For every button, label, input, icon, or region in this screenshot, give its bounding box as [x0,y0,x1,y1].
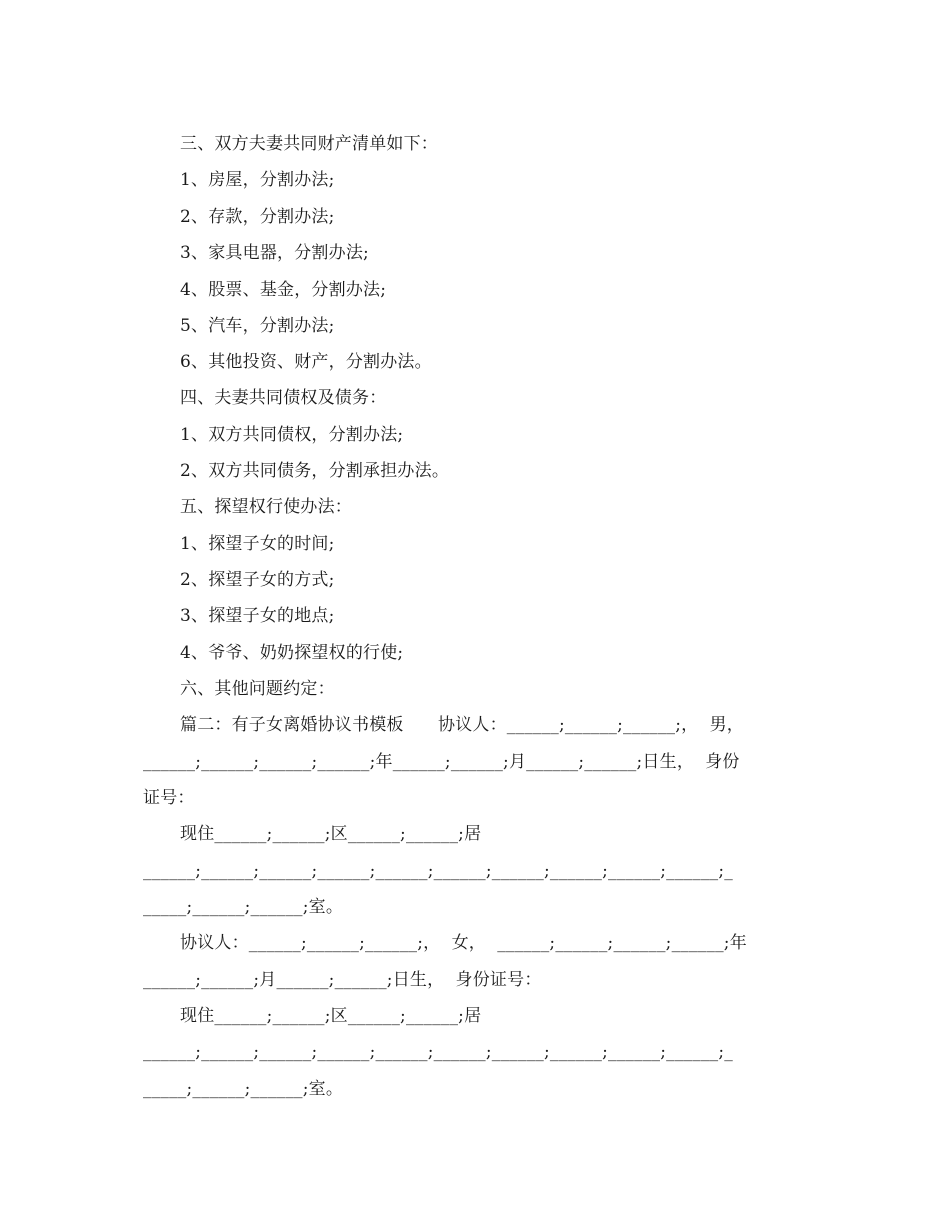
body-line: _____;______;______;室。 [143,897,344,917]
list-item: 3、家具电器，分割办法; [180,243,369,263]
section-heading-property: 三、双方夫妻共同财产清单如下： [180,134,438,154]
body-line: 现住______;______;区______;______;居 [180,824,482,844]
body-line: ______;______;______;______;______;______;______;______;______;______;_ [143,1042,733,1062]
list-item: 1、房屋，分割办法; [180,170,335,190]
list-item: 4、股票、基金，分割办法; [180,280,387,300]
body-line: 证号： [143,788,195,808]
section-heading-other: 六、其他问题约定： [180,679,335,699]
section-heading-debts: 四、夫妻共同债权及债务： [180,388,387,408]
part-two-heading: 篇二：有子女离婚协议书模板 协议人：______;______;______;， 男， [180,715,744,735]
list-item: 1、探望子女的时间; [180,534,335,554]
list-item: 3、探望子女的地点; [180,606,335,626]
section-heading-visitation: 五、探望权行使办法： [180,497,352,517]
body-line: ______;______;______;______;______;______;______;______;______;______;_ [143,861,733,881]
body-line: 现住______;______;区______;______;居 [180,1006,482,1026]
list-item: 2、存款，分割办法; [180,207,335,227]
list-item: 2、探望子女的方式; [180,570,335,590]
body-line: _____;______;______;室。 [143,1079,344,1099]
list-item: 5、汽车，分割办法; [180,316,335,336]
list-item: 4、爷爷、奶奶探望权的行使; [180,643,404,663]
body-line: ______;______;______;______;年______;______;月______;______;日生， 身份 [143,752,740,772]
list-item: 6、其他投资、财产，分割办法。 [180,352,432,372]
body-line: 协议人：______;______;______;， 女， ______;______;______;______;年 [180,933,747,953]
body-line: ______;______;月______;______;日生， 身份证号： [143,970,542,990]
list-item: 1、双方共同债权，分割办法; [180,425,404,445]
list-item: 2、双方共同债务，分割承担办法。 [180,461,450,481]
